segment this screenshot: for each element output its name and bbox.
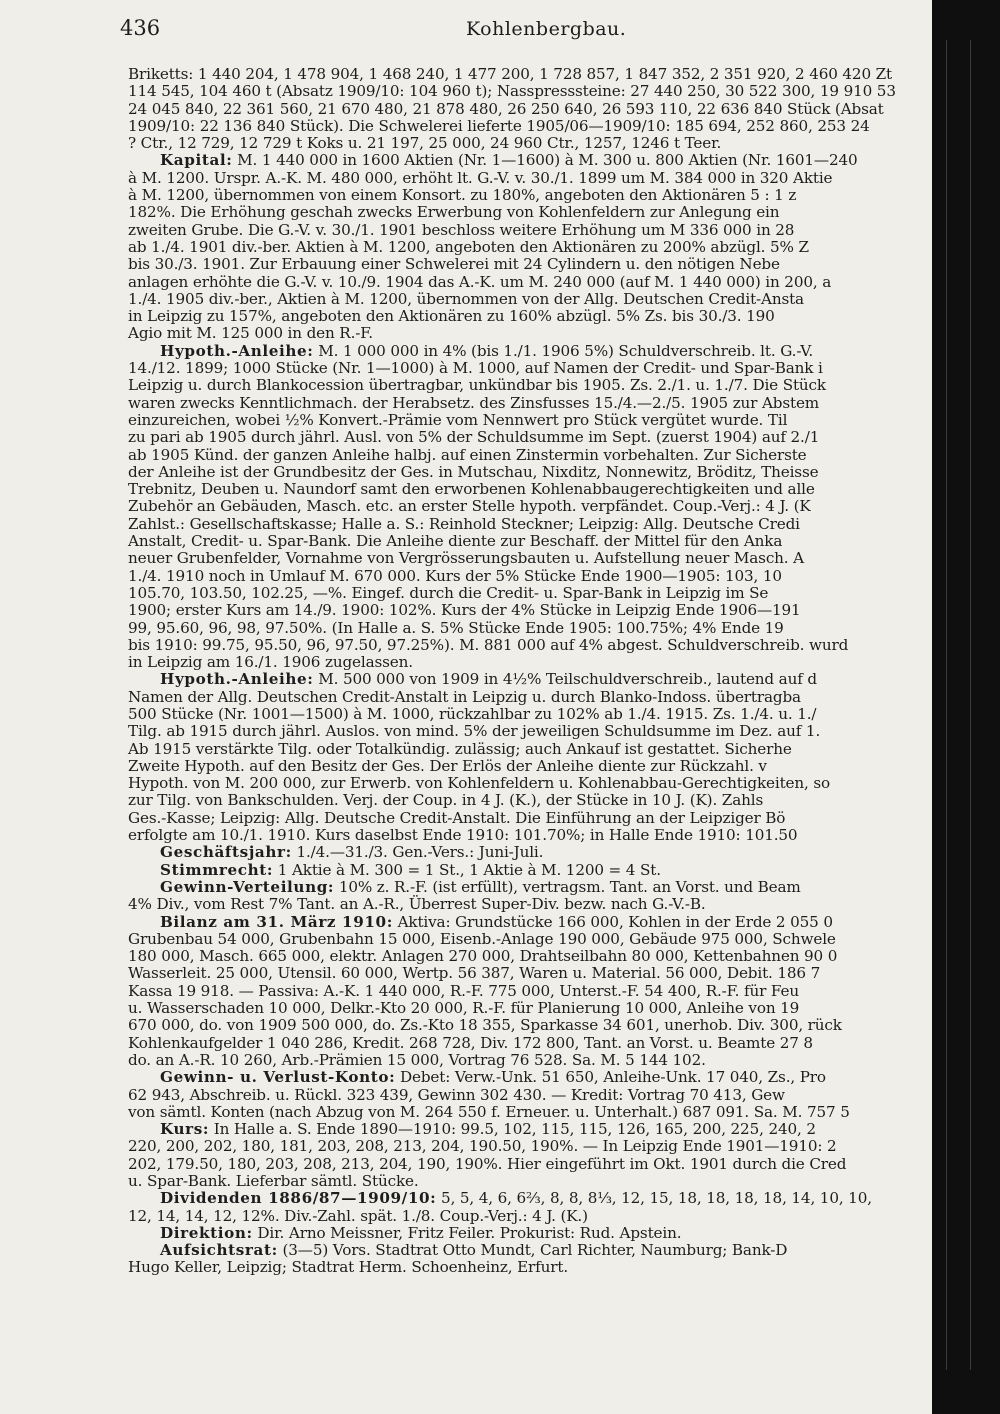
line-text: 105.70, 103.50, 102.25, —%. Eingef. durch die Credit- u. Spar-Bank in Leipzig im Se: [128, 583, 769, 602]
text-line: [128, 1208, 932, 1225]
text-line: [128, 550, 932, 567]
text-line: [128, 844, 932, 861]
line-text: zur Tilg. von Bankschulden. Verj. der Coup. in 4 J. (K.), der Stücke in 10 J. (K). Zahls: [128, 791, 764, 810]
section-label: Kurs:: [160, 1120, 210, 1139]
line-text: zu pari ab 1905 durch jährl. Ausl. von 5% der Schuldsumme im Sept. (zuerst 1904) auf 2./1: [128, 428, 820, 447]
text-line: [128, 827, 932, 844]
line-text: Debet: Verw.-Unk. 51 650, Anleihe-Unk. 17 040, Zs., Pro: [395, 1068, 826, 1087]
text-line: [128, 585, 932, 602]
line-text: in Leipzig zu 157%, angeboten den Aktionären zu 160% abzügl. 5% Zs. bis 30./3. 190: [128, 307, 775, 326]
text-line: [128, 481, 932, 498]
line-text: 1./4.—31./3. Gen.-Vers.: Juni-Juli.: [291, 843, 544, 862]
line-text: u. Spar-Bank. Lieferbar sämtl. Stücke.: [128, 1172, 419, 1190]
text-line: [128, 325, 932, 342]
text-line: [128, 948, 932, 965]
line-text: erfolgte am 10./1. 1910. Kurs daselbst Ende 1910: 101.70%; in Halle Ende 1910: 101.50: [128, 826, 798, 845]
line-text: Wasserleit. 25 000, Utensil. 60 000, Wertp. 56 387, Waren u. Material. 56 000, Debit. 186 7: [128, 964, 821, 983]
line-text: Briketts: 1 440 204, 1 478 904, 1 468 240, 1 477 200, 1 728 857, 1 847 352, 2 351 920, 2 460 420 Zt: [128, 65, 892, 83]
text-line: [128, 1156, 932, 1173]
line-text: Anstalt, Credit- u. Spar-Bank. Die Anleihe diente zur Beschaff. der Mittel für den Anka: [128, 532, 783, 551]
text-line: [128, 637, 932, 654]
text-line: [128, 291, 932, 308]
text-line: [128, 274, 932, 291]
edge-rule: [946, 40, 947, 1370]
line-text: M. 500 000 von 1909 in 4½% Teilschuldverschreib., lautend auf d: [313, 670, 817, 689]
text-line: [128, 204, 932, 221]
line-text: Leipzig u. durch Blankocession übertragbar, unkündbar bis 1905. Zs. 2./1. u. 1./7. Die Stück: [128, 376, 826, 395]
text-line: [128, 187, 932, 204]
text-line: [128, 792, 932, 809]
text-line: [128, 1052, 932, 1069]
text-line: [128, 395, 932, 412]
line-text: Zahlst.: Gesellschaftskasse; Halle a. S.: Reinhold Steckner; Leipzig: Allg. Deutsche Credi: [128, 514, 800, 533]
text-line: [128, 516, 932, 533]
text-line: [128, 377, 932, 394]
line-text: 1./4. 1910 noch in Umlauf M. 670 000. Kurs der 5% Stücke Ende 1900—1905: 103, 10: [128, 566, 782, 585]
line-text: Hypoth. von M. 200 000, zur Erwerb. von Kohlenfeldern u. Kohlenabbau-Gerechtigkeiten, so: [128, 774, 830, 793]
line-text: 5, 5, 4, 6, 6⅔, 8, 8, 8⅓, 12, 15, 18, 18, 18, 18, 14, 10, 10,: [436, 1189, 872, 1208]
line-text: à M. 1200. Urspr. A.-K. M. 480 000, erhöht lt. G.-V. v. 30./1. 1899 um M. 384 000 in 320 Aktie: [128, 168, 833, 187]
text-line: [128, 412, 932, 429]
section-label: Stimmrecht:: [160, 860, 274, 879]
text-line: [128, 671, 932, 688]
line-text: Kohlenkaufgelder 1 040 286, Kredit. 268 728, Div. 172 800, Tant. an Vorst. u. Beamte 27 8: [128, 1033, 813, 1052]
text-line: [128, 706, 932, 723]
line-text: ? Ctr., 12 729, 12 729 t Koks u. 21 197, 25 000, 24 960 Ctr., 1257, 1246 t Teer.: [128, 134, 722, 153]
text-line: [128, 931, 932, 948]
section-label: Hypoth.-Anleihe:: [160, 341, 314, 360]
line-text: 670 000, do. von 1909 500 000, do. Zs.-Kto 18 355, Sparkasse 34 601, unerhob. Div. 300, rück: [128, 1016, 842, 1035]
line-text: (3—5) Vors. Stadtrat Otto Mundt, Carl Richter, Naumburg; Bank-D: [277, 1241, 788, 1260]
text-line: [128, 135, 932, 152]
text-line: [128, 239, 932, 256]
text-line: [128, 602, 932, 619]
text-line: [128, 66, 932, 83]
line-text: à M. 1200, übernommen von einem Konsort. zu 180%, angeboten den Aktionären 5 : 1 z: [128, 186, 797, 205]
section-label: Kapital:: [160, 151, 233, 170]
line-text: Trebnitz, Deuben u. Naundorf samt den erworbenen Kohlenabbaugerechtigkeiten und alle: [128, 480, 815, 499]
text-line: [128, 118, 932, 135]
text-line: [128, 965, 932, 982]
text-line: [128, 1104, 932, 1121]
section-label: Gewinn-Verteilung:: [160, 877, 335, 896]
text-line: [128, 533, 932, 550]
section-label: Gewinn- u. Verlust-Konto:: [160, 1068, 396, 1087]
line-text: anlagen erhöhte die G.-V. v. 10./9. 1904 das A.-K. um M. 240 000 (auf M. 1 440 000) in 200, a: [128, 272, 832, 291]
line-text: in Leipzig am 16./1. 1906 zugelassen.: [128, 653, 413, 672]
text-line: [128, 1035, 932, 1052]
text-line: [128, 222, 932, 239]
line-text: zweiten Grube. Die G.-V. v. 30./1. 1901 beschloss weitere Erhöhung um M 336 000 in 28: [128, 220, 795, 239]
line-text: 62 943, Abschreib. u. Rückl. 323 439, Gewinn 302 430. — Kredit: Vortrag 70 413, Gew: [128, 1085, 785, 1104]
line-text: Zweite Hypoth. auf den Besitz der Ges. Der Erlös der Anleihe diente zur Rückzahl. v: [128, 756, 767, 775]
line-text: Kassa 19 918. — Passiva: A.-K. 1 440 000, R.-F. 775 000, Unterst.-F. 54 400, R.-F. für Feu: [128, 981, 799, 1000]
line-text: 99, 95.60, 96, 98, 97.50%. (In Halle a. S. 5% Stücke Ende 1905: 100.75%; 4% Ende 19: [128, 618, 784, 637]
text-line: [128, 429, 932, 446]
text-line: [128, 101, 932, 118]
line-text: 12, 14, 14, 12, 12%. Div.-Zahl. spät. 1./8. Coup.-Verj.: 4 J. (K.): [128, 1206, 588, 1225]
line-text: Zubehör an Gebäuden, Masch. etc. an erster Stelle hypoth. verpfändet. Coup.-Verj.: 4 J. (K: [128, 497, 811, 516]
text-line: [128, 256, 932, 273]
line-text: 1909/10: 22 136 840 Stück). Die Schwelerei lieferte 1905/06—1909/10: 185 694, 252 860, 253 24: [128, 116, 870, 135]
text-line: [128, 879, 932, 896]
text-line: [128, 689, 932, 706]
line-text: Namen der Allg. Deutschen Credit-Anstalt in Leipzig u. durch Blanko-Indoss. übertragba: [128, 687, 801, 706]
line-text: ab 1905 Künd. der ganzen Anleihe halbj. auf einen Zinstermin vorbehalten. Zur Sicherste: [128, 445, 807, 464]
text-line: [128, 152, 932, 169]
line-text: Aktiva: Grundstücke 166 000, Kohlen in der Erde 2 055 0: [392, 912, 833, 931]
text-line: [128, 1190, 932, 1207]
edge-rule: [970, 40, 971, 1370]
section-label: Aufsichtsrat:: [160, 1241, 278, 1260]
text-line: [128, 1017, 932, 1034]
text-line: [128, 914, 932, 931]
text-line: [128, 810, 932, 827]
line-text: M. 1 000 000 in 4% (bis 1./1. 1906 5%) Schuldverschreib. lt. G.-V.: [313, 341, 814, 360]
running-title: Kohlenbergbau.: [466, 18, 627, 40]
line-text: 202, 179.50, 180, 203, 208, 213, 204, 190, 190%. Hier eingeführt im Okt. 1901 durch die Cred: [128, 1154, 847, 1173]
text-line: [128, 1069, 932, 1086]
text-line: [128, 896, 932, 913]
text-line: [128, 983, 932, 1000]
text-line: [128, 723, 932, 740]
text-line: [128, 775, 932, 792]
text-line: [128, 1000, 932, 1017]
line-text: 500 Stücke (Nr. 1001—1500) à M. 1000, rückzahlbar zu 102% ab 1./4. 1915. Zs. 1./4. u. 1./: [128, 704, 817, 723]
text-line: [128, 1087, 932, 1104]
line-text: u. Wasserschaden 10 000, Delkr.-Kto 20 000, R.-F. für Planierung 10 000, Anleihe von 19: [128, 999, 800, 1018]
line-text: Ab 1915 verstärkte Tilg. oder Totalkündig. zulässig; auch Ankauf ist gestattet. Sicherhe: [128, 739, 792, 758]
line-text: Tilg. ab 1915 durch jährl. Auslos. von mind. 5% der jeweiligen Schuldsumme im Dez. auf 1.: [128, 722, 821, 741]
line-text: von sämtl. Konten (nach Abzug von M. 264 550 f. Erneuer. u. Unterhalt.) 687 091. Sa. M. 757 5: [128, 1102, 850, 1121]
text-line: [128, 741, 932, 758]
line-text: Ges.-Kasse; Leipzig: Allg. Deutsche Credit-Anstalt. Die Einführung an der Leipziger Bö: [128, 808, 786, 827]
line-text: 24 045 840, 22 361 560, 21 670 480, 21 878 480, 26 250 640, 26 593 110, 22 636 840 Stück (Absat: [128, 99, 884, 118]
text-line: [128, 654, 932, 671]
line-text: bis 1910: 99.75, 95.50, 96, 97.50, 97.25%). M. 881 000 auf 4% abgest. Schuldverschreib. wurd: [128, 635, 849, 654]
text-line: [128, 498, 932, 515]
line-text: der Anleihe ist der Grundbesitz der Ges. in Mutschau, Nixditz, Nonnewitz, Bröditz, Theisse: [128, 462, 819, 481]
text-line: [128, 1173, 932, 1190]
text-line: [128, 1242, 932, 1259]
line-text: waren zwecks Kenntlichmach. der Herabsetz. des Zinsfusses 15./4.—2./5. 1905 zur Abstem: [128, 393, 820, 412]
line-text: M. 1 440 000 in 1600 Aktien (Nr. 1—1600) à M. 300 u. 800 Aktien (Nr. 1601—240: [232, 151, 858, 170]
line-text: 114 545, 104 460 t (Absatz 1909/10: 104 960 t); Nasspresssteine: 27 440 250, 30 522 300, 19 910 53: [128, 82, 896, 101]
section-label: Hypoth.-Anleihe:: [160, 670, 314, 689]
line-text: Dir. Arno Meissner, Fritz Feiler. Prokurist: Rud. Apstein.: [252, 1223, 682, 1242]
line-text: Hugo Keller, Leipzig; Stadtrat Herm. Schoenheinz, Erfurt.: [128, 1258, 569, 1277]
line-text: 4% Div., vom Rest 7% Tant. an A.-R., Überrest Super-Div. bezw. nach G.-V.-B.: [128, 895, 706, 914]
line-text: bis 30./3. 1901. Zur Erbauung einer Schwelerei mit 24 Cylindern u. den nötigen Nebe: [128, 255, 780, 274]
line-text: einzureichen, wobei ½% Konvert.-Prämie vom Nennwert pro Stück vergütet wurde. Til: [128, 410, 788, 429]
text-line: [128, 308, 932, 325]
text-line: [128, 568, 932, 585]
text-line: [128, 343, 932, 360]
line-text: Grubenbau 54 000, Grubenbahn 15 000, Eisenb.-Anlage 190 000, Gebäude 975 000, Schwele: [128, 929, 836, 948]
text-line: [128, 83, 932, 100]
text-line: [128, 1138, 932, 1155]
line-text: ab 1./4. 1901 div.-ber. Aktien à M. 1200, angeboten den Aktionären zu 200% abzügl. 5% Z: [128, 237, 809, 256]
line-text: neuer Grubenfelder, Vornahme von Vergrösserungsbauten u. Aufstellung neuer Masch. A: [128, 549, 804, 568]
text-line: [128, 1225, 932, 1242]
text-line: [128, 758, 932, 775]
line-text: 1900; erster Kurs am 14./9. 1900: 102%. Kurs der 4% Stücke in Leipzig Ende 1906—191: [128, 601, 801, 620]
section-label: Dividenden 1886/87—1909/10:: [160, 1189, 437, 1208]
text-line: [128, 1121, 932, 1138]
section-label: Direktion:: [160, 1223, 253, 1242]
line-text: 1 Aktie à M. 300 = 1 St., 1 Aktie à M. 1200 = 4 St.: [273, 860, 661, 879]
text-line: [128, 464, 932, 481]
text-line: [128, 447, 932, 464]
text-line: [128, 170, 932, 187]
line-text: 220, 200, 202, 180, 181, 203, 208, 213, 204, 190.50, 190%. — In Leipzig Ende 1901—1910: 2: [128, 1137, 837, 1156]
scan-edge: [932, 0, 1000, 1414]
line-text: do. an A.-R. 10 260, Arb.-Prämien 15 000, Vortrag 76 528. Sa. M. 5 144 102.: [128, 1050, 706, 1069]
text-line: [128, 620, 932, 637]
line-text: 180 000, Masch. 665 000, elektr. Anlagen 270 000, Drahtseilbahn 80 000, Kettenbahnen 90 0: [128, 947, 838, 966]
line-text: 1./4. 1905 div.-ber., Aktien à M. 1200, übernommen von der Allg. Deutschen Credit-Ansta: [128, 289, 804, 308]
line-text: In Halle a. S. Ende 1890—1910: 99.5, 102, 115, 115, 126, 165, 200, 225, 240, 2: [209, 1120, 816, 1139]
section-label: Bilanz am 31. März 1910:: [160, 912, 393, 931]
line-text: 14./12. 1899; 1000 Stücke (Nr. 1—1000) à M. 1000, auf Namen der Credit- und Spar-Bank i: [128, 359, 823, 378]
text-line: [128, 862, 932, 879]
line-text: 182%. Die Erhöhung geschah zwecks Erwerbung von Kohlenfeldern zur Anlegung ein: [128, 203, 780, 222]
line-text: Agio mit M. 125 000 in den R.-F.: [128, 324, 373, 343]
text-line: [128, 360, 932, 377]
section-label: Geschäftsjahr:: [160, 843, 292, 862]
page-number: 436: [120, 16, 161, 40]
document-body: [128, 66, 932, 1277]
line-text: 10% z. R.-F. (ist erfüllt), vertragsm. Tant. an Vorst. und Beam: [334, 877, 801, 896]
text-line: [128, 1259, 932, 1276]
